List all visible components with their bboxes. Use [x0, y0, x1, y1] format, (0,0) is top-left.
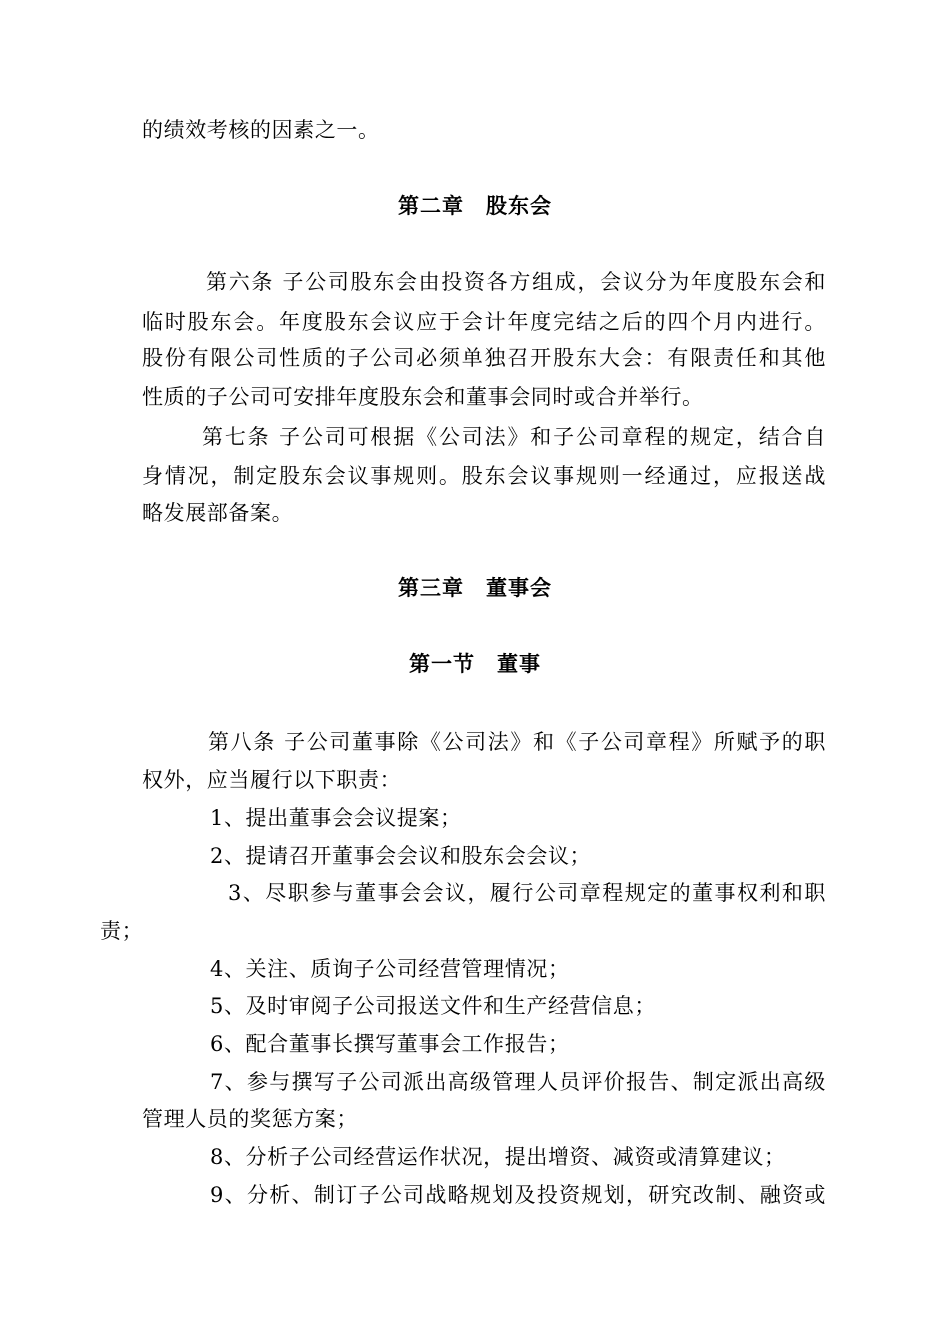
list-item-5: 5、及时审阅子公司报送文件和生产经营信息；: [210, 994, 656, 1018]
list-item-3-line-1: 3、尽职参与董事会会议，履行公司章程规定的董事权利和职: [228, 881, 826, 905]
list-item-2: 2、提请召开董事会会议和股东会会议；: [210, 844, 592, 868]
article-7-line-2: 身情况，制定股东会议事规则。股东会议事规则一经通过，应报送战: [142, 464, 826, 488]
article-8-line-2: 权外，应当履行以下职责：: [142, 768, 402, 792]
article-6-line-4: 性质的子公司可安排年度股东会和董事会同时或合并举行。: [142, 385, 704, 409]
list-item-3-line-2: 责；: [100, 919, 144, 943]
list-item-8: 8、分析子公司经营运作状况，提出增资、减资或清算建议；: [210, 1145, 786, 1169]
article-8-line-1: 第八条 子公司董事除《公司法》和《子公司章程》所赋予的职: [208, 730, 826, 754]
list-item-1: 1、提出董事会会议提案；: [210, 806, 462, 830]
article-7-line-3: 略发展部备案。: [142, 501, 294, 525]
section-1-heading: 第一节 董事: [409, 652, 541, 676]
list-item-6: 6、配合董事长撰写董事会工作报告；: [210, 1032, 570, 1056]
list-item-7-line-1: 7、参与撰写子公司派出高级管理人员评价报告、制定派出高级: [210, 1070, 826, 1094]
article-6-line-2: 临时股东会。年度股东会议应于会计年度完结之后的四个月内进行。: [142, 310, 826, 334]
list-item-4: 4、关注、质询子公司经营管理情况；: [210, 957, 570, 981]
article-7-line-1: 第七条 子公司可根据《公司法》和子公司章程的规定，结合自: [202, 425, 826, 449]
list-item-7-line-2: 管理人员的奖惩方案；: [142, 1107, 358, 1131]
list-item-9-line-1: 9、分析、制订子公司战略规划及投资规划，研究改制、融资或: [210, 1183, 826, 1207]
chapter-3-heading: 第三章 董事会: [398, 576, 552, 600]
article-6-line-3: 股份有限公司性质的子公司必须单独召开股东大会：有限责任和其他: [142, 346, 826, 370]
paragraph-line: 的绩效考核的因素之一。: [142, 118, 380, 142]
chapter-2-heading: 第二章 股东会: [398, 194, 552, 218]
article-6-line-1: 第六条 子公司股东会由投资各方组成，会议分为年度股东会和: [206, 270, 826, 294]
